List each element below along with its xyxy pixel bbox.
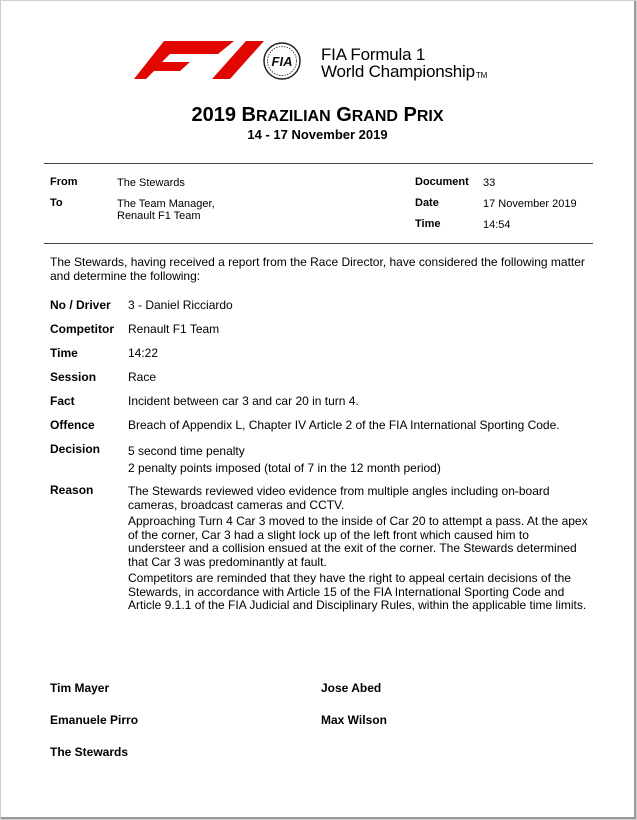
decision-line-2: 2 penalty points imposed (total of 7 in the 12 month period) [128,461,441,475]
incident-time-value: 14:22 [128,346,159,360]
signature-steward-4: Max Wilson [321,713,387,727]
brand-line-1: FIA Formula 1 [321,45,426,64]
reason-p3-line-1: Competitors are reminded that they have the right to appeal certain decisions of the [128,571,571,585]
reason-paragraph-2 [128,515,598,569]
title-word-grand: GRAND [336,104,398,126]
reason-p1-line-1: The Stewards reviewed video evidence from multiple angles including on-board [128,484,550,498]
fia-seal-text: FIA [271,54,293,69]
session-value: Race [128,370,157,384]
signature-steward-1: Tim Mayer [50,681,110,695]
reason-p2-line-4: that Car 3 was predominantly at fault. [128,554,327,569]
reason-label: Reason [50,483,94,497]
title-word-prix: PRIX [403,104,444,126]
signature-steward-3: Emanuele Pirro [50,713,139,727]
reason-p2-line-1: Approaching Turn 4 Car 3 moved to the inside of Car 20 to attempt a pass. At the apex [128,514,588,528]
fact-value: Incident between car 3 and car 20 in turn 4. [128,394,359,408]
from-value: The Stewards [117,177,185,189]
trademark-mark: TM [475,71,488,80]
to-value-line-1: The Team Manager, [117,198,215,210]
from-label: From [50,176,78,188]
date-label: Date [415,197,439,209]
driver-label: No / Driver [50,298,111,312]
document-label: Document [415,176,469,188]
decision-line-1: 5 second time penalty [128,444,245,458]
title-year: 2019 [191,104,236,126]
offence-label: Offence [50,418,95,432]
date-value: 17 November 2019 [483,198,577,210]
to-value-line-2: Renault F1 Team [117,210,201,222]
reason-p2-line-3: understeer and a collision ensued at the exit of the corner. The Stewards determined [128,541,577,555]
event-dates: 14 - 17 November 2019 [247,127,388,142]
title-word-brazilian: BRAZILIAN [241,104,331,126]
page-title [1,104,634,127]
intro-paragraph [50,255,598,283]
signature-steward-2: Jose Abed [321,681,382,695]
fia-seal-icon [263,42,301,80]
intro-line-2: and determine the following: [50,269,201,283]
reason-p1-line-2: cameras, broadcast cameras and CCTV. [128,497,345,512]
competitor-value: Renault F1 Team [128,322,220,336]
reason-value [128,485,598,616]
brand-line-2-text: World Championship [321,62,475,81]
competitor-label: Competitor [50,322,114,336]
decision-value [128,443,598,477]
document-page [1,1,636,819]
issue-time-value: 14:54 [483,219,511,231]
incident-time-label: Time [50,346,78,360]
brand-line-2 [321,62,487,82]
intro-line-1: The Stewards, having received a report from the Race Director, have considered the following matter [50,255,585,269]
signature-footer: The Stewards [50,745,129,759]
session-label: Session [50,370,97,384]
reason-paragraph-3 [128,572,598,613]
fact-label: Fact [50,394,75,408]
to-label: To [50,197,63,209]
document-value: 33 [483,177,496,189]
decision-label: Decision [50,442,101,456]
issue-time-label: Time [415,218,441,230]
reason-paragraph-1 [128,485,598,512]
reason-p3-line-2: Stewards, in accordance with Article 15 of the FIA International Sporting Code and [128,584,565,599]
header-divider-top [44,163,593,164]
driver-value: 3 - Daniel Ricciardo [128,298,233,312]
reason-p2-line-2: of the corner, Car 3 had a slight lock up of the left front which caused him to [128,527,529,542]
header-divider-bottom [44,243,593,244]
f1-logo [134,41,264,79]
reason-p3-line-3: Article 9.1.1 of the FIA Judicial and Disciplinary Rules, within the applicable time limits. [128,598,587,612]
offence-value: Breach of Appendix L, Chapter IV Article 2 of the FIA International Sporting Code. [128,418,560,432]
